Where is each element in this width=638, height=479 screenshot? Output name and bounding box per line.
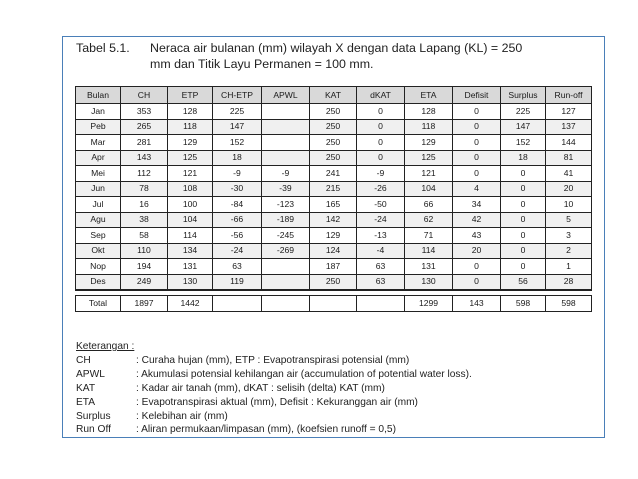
table-cell: 42 <box>453 212 501 228</box>
table-cell <box>262 150 310 166</box>
note-item <box>76 396 601 410</box>
table-cell: 147 <box>213 119 262 135</box>
table-cell: 114 <box>168 228 213 244</box>
table-row <box>76 119 592 135</box>
table-cell: 66 <box>405 197 453 213</box>
table-cell: 250 <box>310 104 357 120</box>
table-cell: 118 <box>168 119 213 135</box>
table-cell: 0 <box>501 259 546 275</box>
table-cell: 20 <box>453 243 501 259</box>
table-cell: 250 <box>310 135 357 151</box>
table-cell: Mar <box>76 135 121 151</box>
table-cell: 5 <box>546 212 592 228</box>
table-cell: Apr <box>76 150 121 166</box>
table-cell: 250 <box>310 274 357 290</box>
table-cell: 125 <box>168 150 213 166</box>
table-cell: Des <box>76 274 121 290</box>
table-cell: Jan <box>76 104 121 120</box>
table-cell: -66 <box>213 212 262 228</box>
table-cell: 1 <box>546 259 592 275</box>
table-cell: 58 <box>121 228 168 244</box>
table-cell: 130 <box>405 274 453 290</box>
total-cell: Total <box>76 296 121 312</box>
note-text: : Aliran permukaan/limpasan (mm), (koefsien runoff = 0,5) <box>136 424 396 436</box>
total-cell: 598 <box>501 296 546 312</box>
table-cell: 131 <box>405 259 453 275</box>
table-cell: 152 <box>213 135 262 151</box>
table-cell: -39 <box>262 181 310 197</box>
note-text: : Kadar air tanah (mm), dKAT : selisih (delta) KAT (mm) <box>136 382 385 394</box>
table-cell: 128 <box>168 104 213 120</box>
column-header: CH-ETP <box>213 87 262 104</box>
table-cell: 0 <box>453 166 501 182</box>
table-cell: 81 <box>546 150 592 166</box>
table-cell: -4 <box>357 243 405 259</box>
table-cell: 134 <box>168 243 213 259</box>
table-cell: 129 <box>168 135 213 151</box>
table-cell: -189 <box>262 212 310 228</box>
table-cell: 41 <box>546 166 592 182</box>
note-item <box>76 423 601 437</box>
total-cell: 1299 <box>405 296 453 312</box>
table-cell: Mei <box>76 166 121 182</box>
table-cell: 78 <box>121 181 168 197</box>
table-cell: 121 <box>405 166 453 182</box>
table-cell: Agu <box>76 212 121 228</box>
table-row <box>76 166 592 182</box>
table-cell: 43 <box>453 228 501 244</box>
column-header: dKAT <box>357 87 405 104</box>
table-cell: 165 <box>310 197 357 213</box>
water-balance-table <box>75 86 592 312</box>
table-cell: 63 <box>357 259 405 275</box>
table-cell: -245 <box>262 228 310 244</box>
table-cell: 63 <box>213 259 262 275</box>
table-cell: 104 <box>405 181 453 197</box>
column-header: CH <box>121 87 168 104</box>
table-cell: Jul <box>76 197 121 213</box>
table-cell: 112 <box>121 166 168 182</box>
total-cell <box>357 296 405 312</box>
table-row <box>76 212 592 228</box>
table-cell: -24 <box>213 243 262 259</box>
table-row <box>76 197 592 213</box>
table-cell: 265 <box>121 119 168 135</box>
table-cell: 0 <box>357 150 405 166</box>
table-cell: 215 <box>310 181 357 197</box>
table-cell: Nop <box>76 259 121 275</box>
table-cell: 225 <box>213 104 262 120</box>
note-item <box>76 354 601 368</box>
table-cell: 0 <box>453 274 501 290</box>
table-cell: -26 <box>357 181 405 197</box>
total-cell <box>213 296 262 312</box>
table-cell: 142 <box>310 212 357 228</box>
note-key: KAT <box>76 382 96 394</box>
note-item <box>76 410 601 424</box>
table-total-row <box>76 296 592 312</box>
table-cell: 20 <box>546 181 592 197</box>
note-item <box>76 382 601 396</box>
table-cell: 100 <box>168 197 213 213</box>
table-cell: 0 <box>453 259 501 275</box>
table-row <box>76 104 592 120</box>
table-cell: 281 <box>121 135 168 151</box>
table-cell: 0 <box>501 243 546 259</box>
table-cell: 353 <box>121 104 168 120</box>
note-text: : Curaha hujan (mm), ETP : Evapotranspirasi potensial (mm) <box>136 354 410 366</box>
column-header: KAT <box>310 87 357 104</box>
table-cell: 63 <box>357 274 405 290</box>
table-cell: 4 <box>453 181 501 197</box>
table-cell: 143 <box>121 150 168 166</box>
table-cell: 249 <box>121 274 168 290</box>
note-key: APWL <box>76 368 105 380</box>
table-cell: 0 <box>453 119 501 135</box>
table-cell: 56 <box>501 274 546 290</box>
table-header-row <box>76 87 592 104</box>
caption-number: Tabel 5.1. <box>76 41 130 55</box>
total-cell <box>310 296 357 312</box>
total-cell: 1897 <box>121 296 168 312</box>
note-text: : Evapotranspirasi aktual (mm), Defisit : Kekuranggan air (mm) <box>136 396 418 408</box>
table-cell: 0 <box>501 181 546 197</box>
table-cell: 250 <box>310 150 357 166</box>
table-cell: 131 <box>168 259 213 275</box>
table-cell <box>262 135 310 151</box>
column-header: Run-off <box>546 87 592 104</box>
table-cell: 119 <box>213 274 262 290</box>
table-cell: 0 <box>501 197 546 213</box>
table-cell: 10 <box>546 197 592 213</box>
table-cell: 0 <box>453 135 501 151</box>
column-header: APWL <box>262 87 310 104</box>
table-cell: 108 <box>168 181 213 197</box>
table-cell: 225 <box>501 104 546 120</box>
table-cell: 114 <box>405 243 453 259</box>
table-cell: -30 <box>213 181 262 197</box>
table-row <box>76 135 592 151</box>
note-key: CH <box>76 354 91 366</box>
table-cell: 16 <box>121 197 168 213</box>
table-cell <box>262 119 310 135</box>
table-cell: 0 <box>453 104 501 120</box>
table-row <box>76 274 592 290</box>
table-cell: 38 <box>121 212 168 228</box>
table-cell: -9 <box>213 166 262 182</box>
table-cell: 187 <box>310 259 357 275</box>
table-cell: -84 <box>213 197 262 213</box>
table-cell: 0 <box>357 104 405 120</box>
note-key: Surplus <box>76 410 111 422</box>
table-cell: 241 <box>310 166 357 182</box>
table-cell: 0 <box>501 166 546 182</box>
table-cell: 0 <box>357 119 405 135</box>
table-cell: 125 <box>405 150 453 166</box>
table-cell: -50 <box>357 197 405 213</box>
table-cell: 128 <box>405 104 453 120</box>
table-cell: 147 <box>501 119 546 135</box>
table-cell: 130 <box>168 274 213 290</box>
table-row <box>76 259 592 275</box>
total-cell: 1442 <box>168 296 213 312</box>
column-header: ETP <box>168 87 213 104</box>
table-cell: 0 <box>501 212 546 228</box>
note-text: : Akumulasi potensial kehilangan air (accumulation of potential water loss). <box>136 368 472 380</box>
table-cell: 62 <box>405 212 453 228</box>
total-cell <box>262 296 310 312</box>
table-cell: -13 <box>357 228 405 244</box>
table-cell: -9 <box>357 166 405 182</box>
caption-line-1: Neraca air bulanan (mm) wilayah X dengan data Lapang (KL) = 250 <box>150 41 523 55</box>
table-cell: -9 <box>262 166 310 182</box>
table-cell: 121 <box>168 166 213 182</box>
table-cell: 127 <box>546 104 592 120</box>
table-cell: -56 <box>213 228 262 244</box>
table-row <box>76 150 592 166</box>
table-cell: 34 <box>453 197 501 213</box>
table-cell: 18 <box>213 150 262 166</box>
column-header: Surplus <box>501 87 546 104</box>
table-cell: 250 <box>310 119 357 135</box>
table-cell: Peb <box>76 119 121 135</box>
table-cell: 152 <box>501 135 546 151</box>
note-key: Run Off <box>76 424 111 436</box>
notes-heading: Keterangan : <box>76 341 135 352</box>
note-key: ETA <box>76 396 96 408</box>
table-cell: Okt <box>76 243 121 259</box>
table-cell: -269 <box>262 243 310 259</box>
table-cell: 194 <box>121 259 168 275</box>
table-cell: 124 <box>310 243 357 259</box>
table-cell: -24 <box>357 212 405 228</box>
table-cell: 129 <box>310 228 357 244</box>
table-cell: 28 <box>546 274 592 290</box>
table-cell: Jun <box>76 181 121 197</box>
table-cell: 2 <box>546 243 592 259</box>
table-cell: 144 <box>546 135 592 151</box>
table-cell: -123 <box>262 197 310 213</box>
table-cell: 118 <box>405 119 453 135</box>
table-cell: 0 <box>453 150 501 166</box>
table-cell: Sep <box>76 228 121 244</box>
table-cell: 104 <box>168 212 213 228</box>
note-item <box>76 368 601 382</box>
note-text: : Kelebihan air (mm) <box>136 410 228 422</box>
table-cell: 0 <box>357 135 405 151</box>
table-cell: 110 <box>121 243 168 259</box>
column-header: ETA <box>405 87 453 104</box>
table-cell: 137 <box>546 119 592 135</box>
table-cell: 129 <box>405 135 453 151</box>
table-row <box>76 181 592 197</box>
table-cell <box>262 259 310 275</box>
table-cell: 0 <box>501 228 546 244</box>
column-header: Defisit <box>453 87 501 104</box>
table-cell <box>262 104 310 120</box>
column-header: Bulan <box>76 87 121 104</box>
table-row <box>76 228 592 244</box>
table-cell <box>262 274 310 290</box>
total-cell: 598 <box>546 296 592 312</box>
legend-notes <box>76 340 601 437</box>
table-row <box>76 243 592 259</box>
table-cell: 3 <box>546 228 592 244</box>
table-cell: 18 <box>501 150 546 166</box>
caption-line-2: mm dan Titik Layu Permanen = 100 mm. <box>150 57 374 71</box>
total-cell: 143 <box>453 296 501 312</box>
table-cell: 71 <box>405 228 453 244</box>
table-caption <box>76 40 596 72</box>
